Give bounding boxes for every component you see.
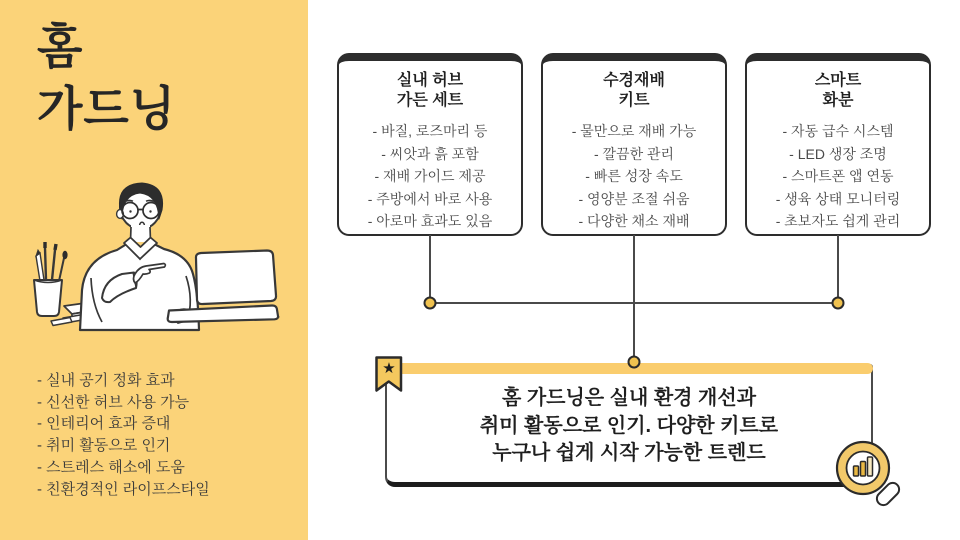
card-item: - 스마트폰 앱 연동 [782,168,894,185]
card-item: - 깔끔한 관리 [593,145,675,162]
star-glyph: ★ [382,360,396,377]
card-item: - 초보자도 쉽게 관리 [775,213,901,230]
card-item: - 영양분 조절 쉬움 [578,190,690,207]
pens-icon [36,242,68,281]
card-item: - 재배 가이드 제공 [374,168,486,185]
benefit-item: - 인테리어 효과 증대 [37,415,171,433]
card-item-list [339,120,521,233]
connector-dot [425,298,436,309]
card-indoor-herb-garden-set [337,53,523,236]
connector-dot [833,298,844,309]
card-item: - 물만으로 재배 가능 [571,123,697,139]
card-smart-pot [745,53,931,236]
card-title-line: 화분 [822,91,854,109]
summary-line: 누구나 쉽게 시작 가능한 트렌드 [492,442,766,464]
card-item: - 바질, 로즈마리 등 [372,123,488,139]
card-title-line: 실내 허브 [396,72,464,89]
card-item: - 씨앗과 흙 포함 [381,145,479,162]
page-title-line2: 가드닝 [37,82,177,135]
benefit-item: - 취미 활동으로 인기 [37,437,171,455]
benefit-item: - 신선한 허브 사용 가능 [37,393,190,411]
card-item: - 주방에서 바로 사용 [367,190,493,207]
card-title-line: 키트 [618,91,650,109]
card-item: - 아로마 효과도 있음 [367,213,493,230]
magnifier-chart-icon [829,433,905,513]
card-title [747,71,929,110]
card-title-line: 수경재배 [603,72,665,89]
card-hydroponic-kit [541,53,727,236]
person-at-desk-drawing [18,178,290,336]
summary-top-bar [385,363,873,374]
benefit-list [37,370,210,500]
card-title [339,71,521,110]
card-item: - LED 생장 조명 [789,145,887,162]
benefit-item: - 친환경적인 라이프스타일 [37,480,210,498]
benefit-item: - 실내 공기 정화 효과 [37,372,175,389]
summary-text [387,385,871,468]
card-title [543,71,725,110]
summary-line: 홈 가드닝은 실내 환경 개선과 [501,387,757,409]
card-item: - 자동 급수 시스템 [782,123,894,139]
person-at-desk-illustration [18,178,290,336]
card-title-line: 스마트 [814,72,862,89]
card-item: - 다양한 채소 재배 [578,213,690,230]
pen-cup-icon [34,280,62,316]
page-title [37,16,176,140]
person-figure [80,183,199,330]
sidebar [0,0,308,540]
card-title-line: 가든 세트 [396,91,464,109]
card-item-list [543,120,725,233]
summary-box [382,360,873,487]
card-item: - 생육 상태 모니터링 [775,190,901,207]
card-item: - 빠른 성장 속도 [585,168,683,185]
summary-line: 취미 활동으로 인기. 다양한 키트로 [479,414,779,437]
benefit-item: - 스트레스 해소에 도움 [37,458,185,476]
card-item-list [747,120,929,233]
page-title-line1: 홈 [37,20,84,73]
